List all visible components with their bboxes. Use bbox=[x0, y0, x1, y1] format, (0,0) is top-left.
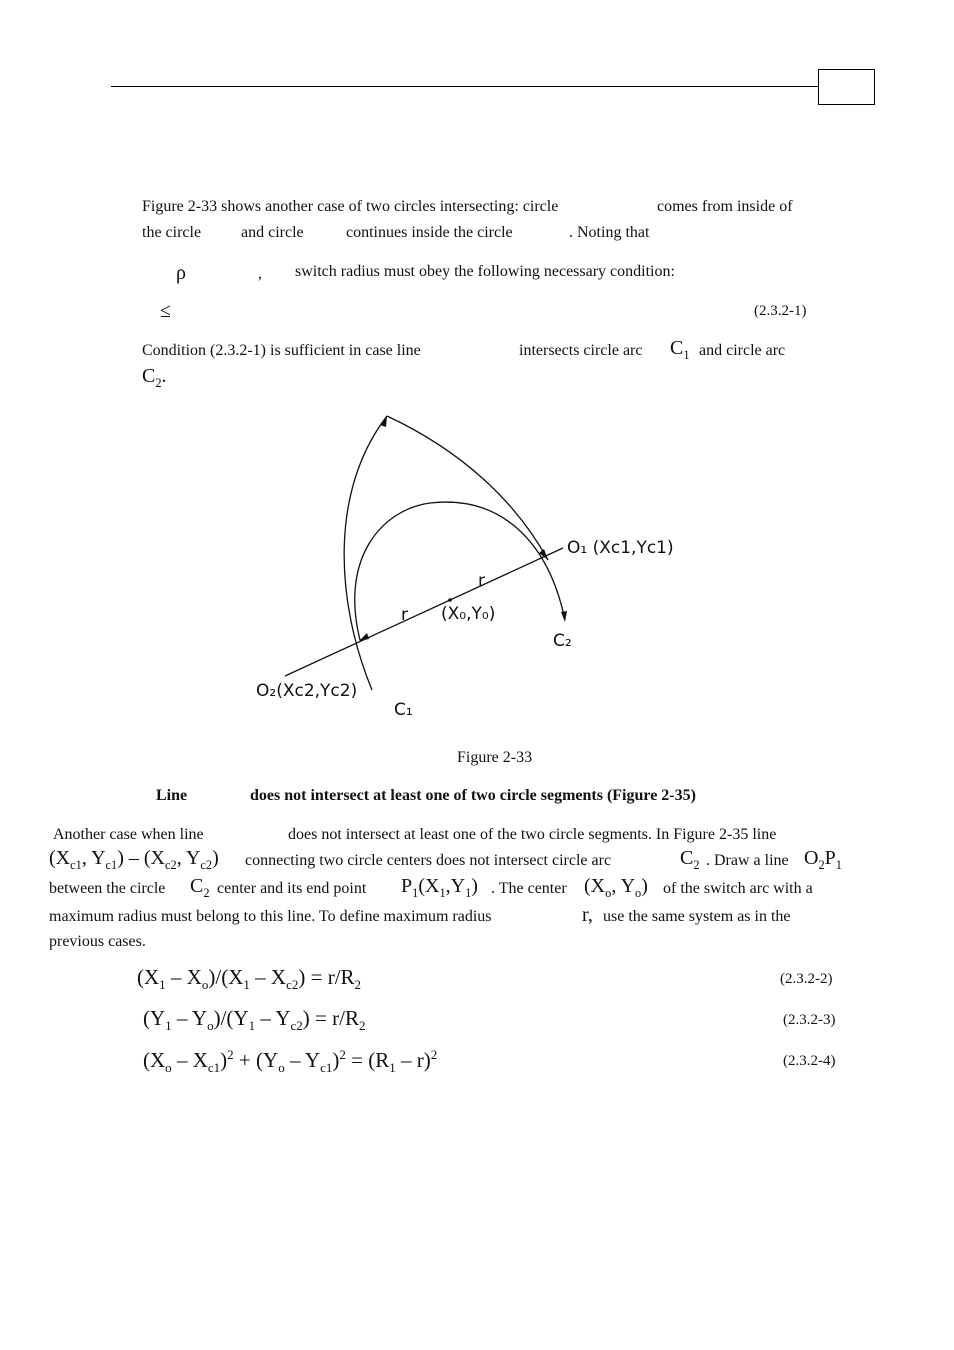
condition-text: switch radius must obey the following necessary condition: bbox=[295, 263, 675, 280]
label-o2: O₂(Xc2,Yc2) bbox=[256, 681, 358, 701]
condition-comma: , bbox=[258, 265, 262, 282]
arc-c1-right bbox=[387, 416, 548, 560]
section-heading: does not intersect at least one of two circle segments (Figure 2-35) bbox=[250, 787, 696, 804]
label-r-right: r bbox=[478, 571, 485, 591]
para1-line2a: the circle bbox=[142, 224, 202, 241]
para1-line2b: and circle bbox=[241, 224, 304, 241]
equation-4: $(X_o - X_{c1})^2 + (Y_o - Y_{c1})^2 = (R_1 - r)^2$ bbox=[143, 1047, 438, 1076]
para3-c2-b: $C_2$ bbox=[190, 875, 210, 900]
c1-letter: C bbox=[670, 337, 684, 359]
c2-letter: C bbox=[142, 365, 156, 387]
para3-l1b: does not intersect at least one of the two circle segments. In Figure 2-35 line bbox=[288, 826, 777, 843]
para3-xo: ($X_o$, $Y_o$) bbox=[584, 875, 648, 900]
para3-l4b: use the same system as in the bbox=[603, 908, 791, 925]
para3-l2-text2: . Draw a line bbox=[706, 852, 789, 869]
para3-math-centers: ($X_{c1}$, $Y_{c1}) - (X_{c2}$, $Y_{c2}$) bbox=[49, 847, 219, 872]
center-point bbox=[448, 598, 452, 602]
equation-number-1: (2.3.2-1) bbox=[754, 303, 807, 319]
para3-p1: $P_1(X_1,Y_1)$ bbox=[401, 875, 478, 900]
para3-c2: $C_2$ bbox=[680, 847, 700, 872]
arrowhead-line bbox=[359, 633, 369, 641]
label-r-left: r bbox=[401, 605, 408, 625]
equation-number-2: (2.3.2-2) bbox=[780, 971, 833, 987]
para1-line1b: comes from inside of bbox=[657, 198, 793, 215]
arc-c1-left bbox=[344, 416, 387, 690]
para3-l1a: Another case when line bbox=[53, 826, 204, 843]
para2-a: Condition (2.3.2-1) is sufficient in case line bbox=[142, 342, 421, 359]
arrowhead-tip bbox=[380, 416, 387, 427]
label-c2: C₂ bbox=[553, 631, 572, 651]
para3-l3b: center and its end point bbox=[217, 880, 367, 897]
para1-line2c: continues inside the circle bbox=[346, 224, 513, 241]
equation-2: $(X_1 - X_o)/(X_1 - X_{c2}) = r/R_2$ bbox=[137, 965, 362, 993]
c2-end: . bbox=[161, 365, 167, 387]
para2-b: intersects circle arc bbox=[519, 342, 643, 359]
arrowhead-c2 bbox=[561, 611, 567, 622]
c2-sub: 2 bbox=[155, 376, 162, 390]
center-line bbox=[285, 548, 563, 676]
equation-3: $(Y_1 - Y_o)/(Y_1 - Y_{c2}) = r/R_2$ bbox=[143, 1006, 366, 1034]
para3-l3d: of the switch arc with a bbox=[663, 880, 813, 897]
c1-sub: 1 bbox=[683, 348, 690, 362]
para3-l5: previous cases. bbox=[49, 933, 146, 950]
para3-l3c: . The center bbox=[491, 880, 567, 897]
para2-c: and circle arc bbox=[699, 342, 786, 359]
equation-number-3: (2.3.2-3) bbox=[783, 1012, 836, 1028]
para1-line2d: . Noting that bbox=[569, 224, 650, 241]
section-line-word: Line bbox=[156, 787, 188, 804]
para3-l4r: r, bbox=[582, 904, 593, 926]
equation-number-4: (2.3.2-4) bbox=[783, 1053, 836, 1069]
para1-line1a: Figure 2-33 shows another case of two circles intersecting: circle bbox=[142, 198, 559, 215]
label-o1: O₁ (Xc1,Yc1) bbox=[567, 538, 674, 558]
para3-l2-text: connecting two circle centers does not intersect circle arc bbox=[245, 852, 612, 869]
leq-symbol: ≤ bbox=[160, 300, 171, 322]
para3-l4a: maximum radius must belong to this line. To define maximum radius bbox=[49, 908, 492, 925]
figure-caption: Figure 2-33 bbox=[457, 749, 533, 766]
para3-o2p1: $O_2P_1$ bbox=[804, 847, 842, 872]
rho-symbol: ρ bbox=[176, 262, 186, 284]
label-center: (X₀,Y₀) bbox=[441, 604, 496, 624]
label-c1: C₁ bbox=[394, 700, 413, 720]
para3-l3a: between the circle bbox=[49, 880, 166, 897]
